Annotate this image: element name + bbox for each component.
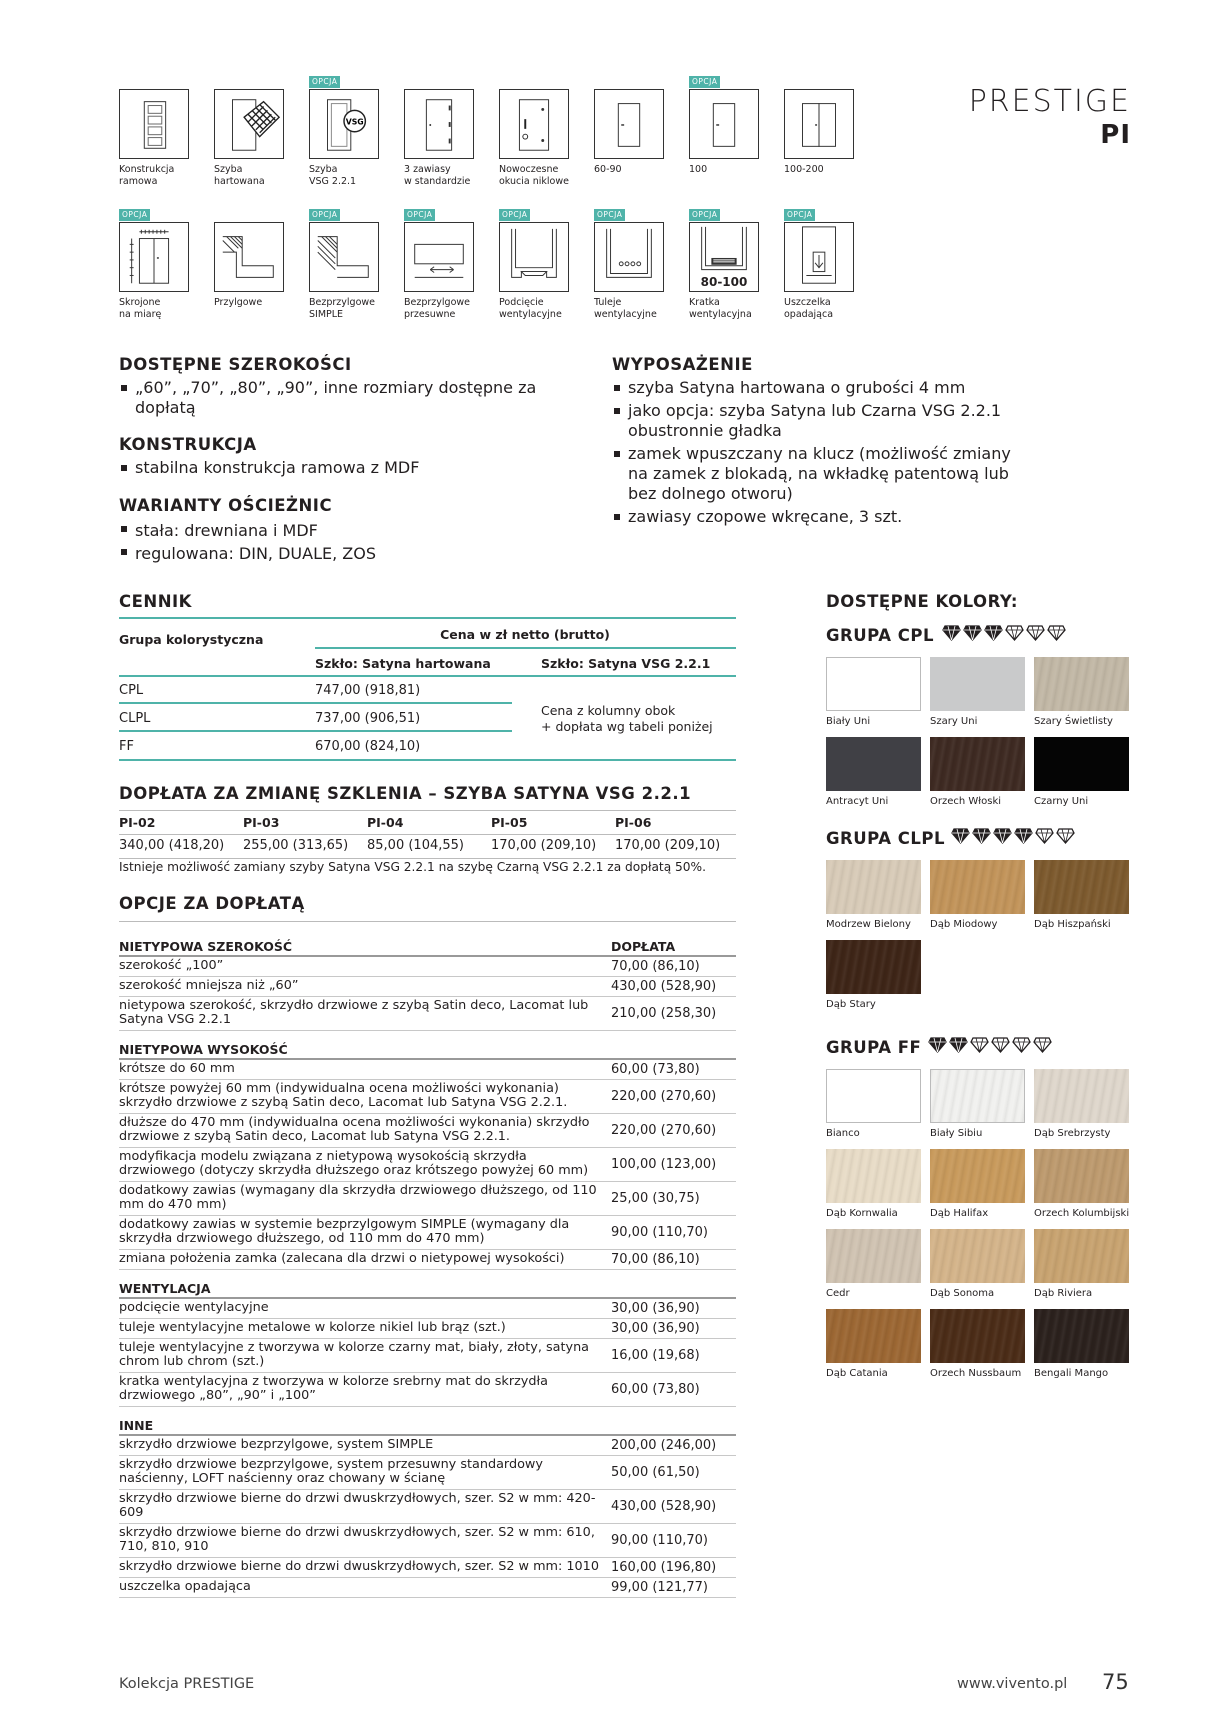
- price-row-value: 747,00 (918,81): [315, 683, 421, 698]
- color-swatch-label: Biały Sibiu: [930, 1128, 983, 1139]
- model-surcharge: 170,00 (209,10): [615, 838, 721, 853]
- color-group-heading: GRUPA FF: [826, 1038, 922, 1057]
- feature-label: Podcięcie wentylacyjne: [499, 297, 562, 320]
- list-item: stabilna konstrukcja ramowa z MDF: [119, 458, 539, 478]
- option-description: skrzydło drzwiowe bierne do drzwi dwuskrzydłowych, szer. S2 w mm: 420-609: [119, 1491, 596, 1520]
- color-swatch[interactable]: [1034, 737, 1129, 791]
- equipment-heading: WYPOSAŻENIE: [612, 355, 753, 374]
- feature-label: Szyba VSG 2.2.1: [309, 164, 357, 187]
- model-surcharge: 85,00 (104,55): [367, 838, 464, 853]
- option-price: 430,00 (528,90): [611, 979, 717, 994]
- widths-heading: DOSTĘPNE SZEROKOŚCI: [119, 355, 352, 374]
- construction-heading: KONSTRUKCJA: [119, 435, 257, 454]
- custom-size-icon: [119, 222, 189, 292]
- option-group-heading: NIETYPOWA WYSOKOŚĆ: [119, 1042, 288, 1057]
- color-swatch-label: Dąb Hiszpański: [1034, 919, 1111, 930]
- divider: [119, 702, 512, 704]
- color-swatch-label: Dąb Stary: [826, 999, 876, 1010]
- diamond-icon: [1035, 827, 1054, 845]
- diamond-icon: [1033, 1036, 1052, 1054]
- divider: [119, 858, 736, 859]
- widths-list: [119, 378, 539, 418]
- price-row-value: 670,00 (824,10): [315, 739, 421, 754]
- vent-grille-icon: [689, 222, 759, 292]
- feature-label: Bezprzylgowe przesuwne: [404, 297, 470, 320]
- model-surcharge: 170,00 (209,10): [491, 838, 597, 853]
- diamond-icon: [1026, 624, 1045, 642]
- divider: [119, 1215, 736, 1216]
- divider: [119, 1058, 736, 1060]
- color-group-heading: GRUPA CLPL: [826, 829, 945, 848]
- color-swatch[interactable]: [826, 940, 921, 994]
- option-description: krótsze powyżej 60 mm (indywidualna ocena możliwości wykonania) skrzydło drzwiowe z szybą Satin deco, Lacomat lub Satyna VSG 2.2.1.: [119, 1081, 568, 1110]
- option-group-heading: NIETYPOWA SZEROKOŚĆ: [119, 939, 293, 954]
- list-item: zamek wpuszczany na klucz (możliwość zmiany na zamek z blokadą, na wkładkę patentową lub bez dolnego otworu): [612, 444, 1032, 504]
- color-swatch-label: Biały Uni: [826, 716, 871, 727]
- divider: [119, 1597, 736, 1598]
- divider: [119, 976, 736, 977]
- flush-simple-icon: [309, 222, 379, 292]
- option-price: 25,00 (30,75): [611, 1191, 700, 1206]
- equipment-list: [612, 378, 1032, 527]
- option-price: 90,00 (110,70): [611, 1225, 708, 1240]
- color-swatch-label: Szary Świetlisty: [1034, 716, 1113, 727]
- option-group-heading: WENTYLACJA: [119, 1281, 211, 1296]
- diamond-icon: [972, 827, 991, 845]
- color-swatch-label: Modrzew Bielony: [826, 919, 911, 930]
- divider: [119, 1079, 736, 1080]
- construction-list: [119, 458, 539, 478]
- diamond-icon: [942, 624, 961, 642]
- option-description: skrzydło drzwiowe bezprzylgowe, system SIMPLE: [119, 1437, 434, 1452]
- feature-label: Uszczelka opadająca: [784, 297, 834, 320]
- list-item: „60”, „70”, „80”, „90”, inne rozmiary dostępne za dopłatą: [119, 378, 539, 418]
- color-swatch[interactable]: [826, 737, 921, 791]
- option-badge: OPCJA: [309, 76, 340, 88]
- option-price: 60,00 (73,80): [611, 1382, 700, 1397]
- divider: [119, 1577, 736, 1578]
- diamond-icon: [1014, 827, 1033, 845]
- color-swatch[interactable]: [930, 737, 1025, 791]
- color-swatch[interactable]: [826, 860, 921, 914]
- divider: [119, 921, 736, 922]
- list-item: regulowana: DIN, DUALE, ZOS: [119, 542, 539, 565]
- feature-label: Kratka wentylacyjna: [689, 297, 752, 320]
- color-swatch[interactable]: [930, 1149, 1025, 1203]
- option-price: 220,00 (270,60): [611, 1123, 717, 1138]
- divider: [119, 730, 512, 732]
- divider: [315, 647, 736, 649]
- option-description: podcięcie wentylacyjne: [119, 1300, 269, 1315]
- svg-text:VSG: VSG: [345, 117, 364, 127]
- color-swatch[interactable]: [826, 1149, 921, 1203]
- model-code: PI-04: [367, 815, 404, 830]
- option-description: tuleje wentylacyjne z tworzywa w kolorze czarny mat, biały, złoty, satyna chrom lub chrom (szt.): [119, 1340, 590, 1369]
- divider: [119, 810, 736, 811]
- divider: [119, 1338, 736, 1339]
- option-description: skrzydło drzwiowe bierne do drzwi dwuskrzydłowych, szer. S2 w mm: 610, 710, 810, 910: [119, 1525, 595, 1554]
- quality-rating: [951, 827, 1077, 849]
- option-group-heading: INNE: [119, 1418, 154, 1433]
- divider: [119, 1434, 736, 1436]
- single-door-icon: [594, 89, 664, 159]
- divider: [119, 1557, 736, 1558]
- option-price: 160,00 (196,80): [611, 1560, 717, 1575]
- glass-surcharge-heading: DOPŁATA ZA ZMIANĘ SZKLENIA – SZYBA SATYNA VSG 2.2.1: [119, 784, 692, 803]
- undercut-icon: [499, 222, 569, 292]
- divider: [119, 1318, 736, 1319]
- divider: [119, 1030, 736, 1031]
- option-price: 30,00 (36,90): [611, 1321, 700, 1336]
- divider: [119, 1372, 736, 1373]
- color-swatch-label: Dąb Kornwalia: [826, 1208, 898, 1219]
- divider: [119, 759, 736, 761]
- feature-label: Szyba hartowana: [214, 164, 265, 187]
- drop-seal-icon: [784, 222, 854, 292]
- option-badge: OPCJA: [689, 209, 720, 221]
- col-glass2-header: Szkło: Satyna VSG 2.2.1: [541, 656, 711, 671]
- color-swatch-label: Dąb Riviera: [1034, 1288, 1093, 1299]
- price-row-group: CLPL: [119, 711, 151, 726]
- option-badge: OPCJA: [119, 209, 150, 221]
- frames-heading: WARIANTY OŚCIEŻNIC: [119, 496, 333, 515]
- option-price: 430,00 (528,90): [611, 1499, 717, 1514]
- diamond-icon: [928, 1036, 947, 1054]
- footer-collection: Kolekcja PRESTIGE: [119, 1676, 255, 1692]
- divider: [119, 675, 736, 677]
- price-row-value: 737,00 (906,51): [315, 711, 421, 726]
- color-swatch-label: Orzech Kolumbijski: [1034, 1208, 1130, 1219]
- option-price: 100,00 (123,00): [611, 1157, 717, 1172]
- option-price: 200,00 (246,00): [611, 1438, 717, 1453]
- diamond-icon: [949, 1036, 968, 1054]
- option-price: 70,00 (86,10): [611, 1252, 700, 1267]
- divider: [119, 1249, 736, 1250]
- color-swatch[interactable]: [930, 657, 1025, 711]
- list-item: zawiasy czopowe wkręcane, 3 szt.: [612, 507, 1032, 527]
- diamond-icon: [991, 1036, 1010, 1054]
- diamond-icon: [970, 1036, 989, 1054]
- divider: [119, 1181, 736, 1182]
- divider: [119, 996, 736, 997]
- feature-label: Przylgowe: [214, 297, 263, 308]
- option-description: krótsze do 60 mm: [119, 1061, 235, 1076]
- feature-label: Nowoczesne okucia niklowe: [499, 164, 569, 187]
- frames-list: [119, 519, 539, 565]
- option-description: skrzydło drzwiowe bezprzylgowe, system przesuwny standardowy naścienny, LOFT naścienny oraz chowany w ścianę: [119, 1457, 543, 1486]
- list-item: jako opcja: szyba Satyna lub Czarna VSG 2.2.1 obustronnie gładka: [612, 401, 1032, 441]
- color-swatch[interactable]: [1034, 1069, 1129, 1123]
- rebated-icon: [214, 222, 284, 292]
- color-swatch-label: Orzech Włoski: [930, 796, 1002, 807]
- color-swatch-label: Dąb Halifax: [930, 1208, 989, 1219]
- option-description: dłuższe do 470 mm (indywidualna ocena możliwości wykonania) skrzydło drzwiowe z szybą Satin deco, Lacomat lub Satyna VSG 2.2.1.: [119, 1115, 590, 1144]
- divider: [119, 834, 736, 835]
- option-price: 99,00 (121,77): [611, 1580, 708, 1595]
- option-description: tuleje wentylacyjne metalowe w kolorze nikiel lub brąz (szt.): [119, 1320, 506, 1335]
- option-price: 90,00 (110,70): [611, 1533, 708, 1548]
- vsg-price-note: [541, 703, 713, 735]
- divider: [119, 1455, 736, 1456]
- vsg-note-line: + dopłata wg tabeli poniżej: [541, 719, 713, 734]
- model-code: PI-02: [119, 815, 156, 830]
- color-swatch[interactable]: [1034, 657, 1129, 711]
- option-badge: OPCJA: [309, 209, 340, 221]
- glass-surcharge-note: Istnieje możliwość zamiany szyby Satyna VSG 2.2.1 na szybę Czarną VSG 2.2.1 za dopłatą 50%.: [119, 860, 706, 874]
- color-swatch-label: Dąb Sonoma: [930, 1288, 995, 1299]
- option-badge: OPCJA: [499, 209, 530, 221]
- diamond-icon: [1047, 624, 1066, 642]
- option-badge: OPCJA: [594, 209, 625, 221]
- vent-sleeves-icon: [594, 222, 664, 292]
- option-description: szerokość „100”: [119, 958, 224, 973]
- model-surcharge: 340,00 (418,20): [119, 838, 225, 853]
- color-swatch-label: Dąb Srebrzysty: [1034, 1128, 1111, 1139]
- color-swatch[interactable]: [930, 1309, 1025, 1363]
- option-badge: OPCJA: [404, 209, 435, 221]
- col-group-header: Grupa kolorystyczna: [119, 632, 264, 647]
- color-swatch-label: Orzech Nussbaum: [930, 1368, 1022, 1379]
- diamond-icon: [1005, 624, 1024, 642]
- list-item: stała: drewniana i MDF: [119, 519, 539, 542]
- diamond-icon: [993, 827, 1012, 845]
- product-model-title: PI: [1100, 120, 1131, 150]
- color-swatch[interactable]: [826, 1229, 921, 1283]
- double-door-icon: [784, 89, 854, 159]
- option-description: dodatkowy zawias w systemie bezprzylgowym SIMPLE (wymagany dla skrzydła drzwiowego dłuższego, od 110 mm do 470 mm): [119, 1217, 570, 1246]
- color-swatch[interactable]: [826, 1069, 921, 1123]
- color-swatch[interactable]: [1034, 860, 1129, 914]
- model-surcharge: 255,00 (313,65): [243, 838, 349, 853]
- divider: [119, 1147, 736, 1148]
- quality-rating: [928, 1036, 1054, 1058]
- option-price: 220,00 (270,60): [611, 1089, 717, 1104]
- feature-label: Konstrukcja ramowa: [119, 164, 175, 187]
- option-description: uszczelka opadająca: [119, 1579, 251, 1594]
- diamond-icon: [963, 624, 982, 642]
- options-heading: OPCJE ZA DOPŁATĄ: [119, 894, 305, 913]
- product-collection-title: PRESTIGE: [968, 84, 1131, 119]
- color-swatch-label: Dąb Catania: [826, 1368, 888, 1379]
- model-code: PI-05: [491, 815, 528, 830]
- option-description: modyfikacja modelu związana z nietypową wysokością skrzydła drzwiowego (dotyczy skrzydła dłuższego oraz krótszego powyżej 60 mm): [119, 1149, 589, 1178]
- wide-door-icon: [689, 89, 759, 159]
- vsg-glass-icon: [309, 89, 379, 159]
- feature-label: Tuleje wentylacyjne: [594, 297, 657, 320]
- option-price: 50,00 (61,50): [611, 1465, 700, 1480]
- color-swatch[interactable]: [826, 1309, 921, 1363]
- col-glass1-header: Szkło: Satyna hartowana: [315, 656, 491, 671]
- colors-heading: DOSTĘPNE KOLORY:: [826, 592, 1018, 611]
- diamond-icon: [951, 827, 970, 845]
- option-description: nietypowa szerokość, skrzydło drzwiowe z szybą Satin deco, Lacomat lub Satyna VSG 2.2.1: [119, 998, 589, 1027]
- option-badge: OPCJA: [784, 209, 815, 221]
- feature-label: 100-200: [784, 164, 824, 175]
- color-swatch[interactable]: [1034, 1229, 1129, 1283]
- color-group-heading: GRUPA CPL: [826, 626, 934, 645]
- vsg-note-line: Cena z kolumny obok: [541, 703, 676, 718]
- color-swatch-label: Bianco: [826, 1128, 860, 1139]
- feature-label: 60-90: [594, 164, 622, 175]
- feature-label: 100: [689, 164, 708, 175]
- color-swatch[interactable]: [826, 657, 921, 711]
- color-swatch[interactable]: [1034, 1149, 1129, 1203]
- diamond-icon: [984, 624, 1003, 642]
- option-description: kratka wentylacyjna z tworzywa w kolorze srebrny mat do skrzydła drzwiowego „80”, „90” i „100”: [119, 1374, 548, 1403]
- color-swatch-label: Cedr: [826, 1288, 850, 1299]
- page-number: 75: [1102, 1670, 1129, 1694]
- frame-door-icon: [119, 89, 189, 159]
- sliding-icon: [404, 222, 474, 292]
- diamond-icon: [1012, 1036, 1031, 1054]
- option-badge: OPCJA: [689, 76, 720, 88]
- price-row-group: CPL: [119, 683, 144, 698]
- size-badge: 80-100: [700, 275, 748, 289]
- hinges-icon: [404, 89, 474, 159]
- divider: [119, 955, 736, 957]
- divider: [119, 1523, 736, 1524]
- footer-url[interactable]: www.vivento.pl: [957, 1676, 1068, 1692]
- option-description: skrzydło drzwiowe bierne do drzwi dwuskrzydłowych, szer. S2 w mm: 1010: [119, 1559, 599, 1574]
- diamond-icon: [1056, 827, 1075, 845]
- color-swatch[interactable]: [930, 1069, 1025, 1123]
- option-description: szerokość mniejsza niż „60”: [119, 978, 299, 993]
- color-swatch-label: Antracyt Uni: [826, 796, 889, 807]
- feature-label: Skrojone na miarę: [119, 297, 162, 320]
- color-swatch-label: Bengali Mango: [1034, 1368, 1109, 1379]
- divider: [119, 1297, 736, 1299]
- list-item: szyba Satyna hartowana o grubości 4 mm: [612, 378, 1032, 398]
- divider: [119, 1406, 736, 1407]
- price-row-group: FF: [119, 739, 134, 754]
- option-description: zmiana położenia zamka (zalecana dla drzwi o nietypowej wysokości): [119, 1251, 565, 1266]
- feature-label: 3 zawiasy w standardzie: [404, 164, 471, 187]
- option-price: 210,00 (258,30): [611, 1006, 717, 1021]
- divider: [119, 1489, 736, 1490]
- option-price-header: DOPŁATA: [611, 939, 676, 954]
- divider: [119, 1269, 736, 1270]
- option-price: 70,00 (86,10): [611, 959, 700, 974]
- model-code: PI-06: [615, 815, 652, 830]
- option-description: dodatkowy zawias (wymagany dla skrzydła drzwiowego dłuższego, od 110 mm do 470 mm): [119, 1183, 597, 1212]
- color-swatch-label: Czarny Uni: [1034, 796, 1089, 807]
- col-price-header: Cena w zł netto (brutto): [440, 627, 610, 642]
- color-swatch[interactable]: [930, 1229, 1025, 1283]
- quality-rating: [942, 624, 1068, 646]
- feature-label: Bezprzylgowe SIMPLE: [309, 297, 375, 320]
- model-code: PI-03: [243, 815, 280, 830]
- option-price: 30,00 (36,90): [611, 1301, 700, 1316]
- option-price: 60,00 (73,80): [611, 1062, 700, 1077]
- color-swatch-label: Szary Uni: [930, 716, 978, 727]
- color-swatch-label: Dąb Miodowy: [930, 919, 998, 930]
- color-swatch[interactable]: [1034, 1309, 1129, 1363]
- divider: [119, 617, 736, 619]
- divider: [119, 1113, 736, 1114]
- option-price: 16,00 (19,68): [611, 1348, 700, 1363]
- tempered-glass-icon: [214, 89, 284, 159]
- nickel-fittings-icon: [499, 89, 569, 159]
- pricelist-heading: CENNIK: [119, 592, 192, 611]
- color-swatch[interactable]: [930, 860, 1025, 914]
